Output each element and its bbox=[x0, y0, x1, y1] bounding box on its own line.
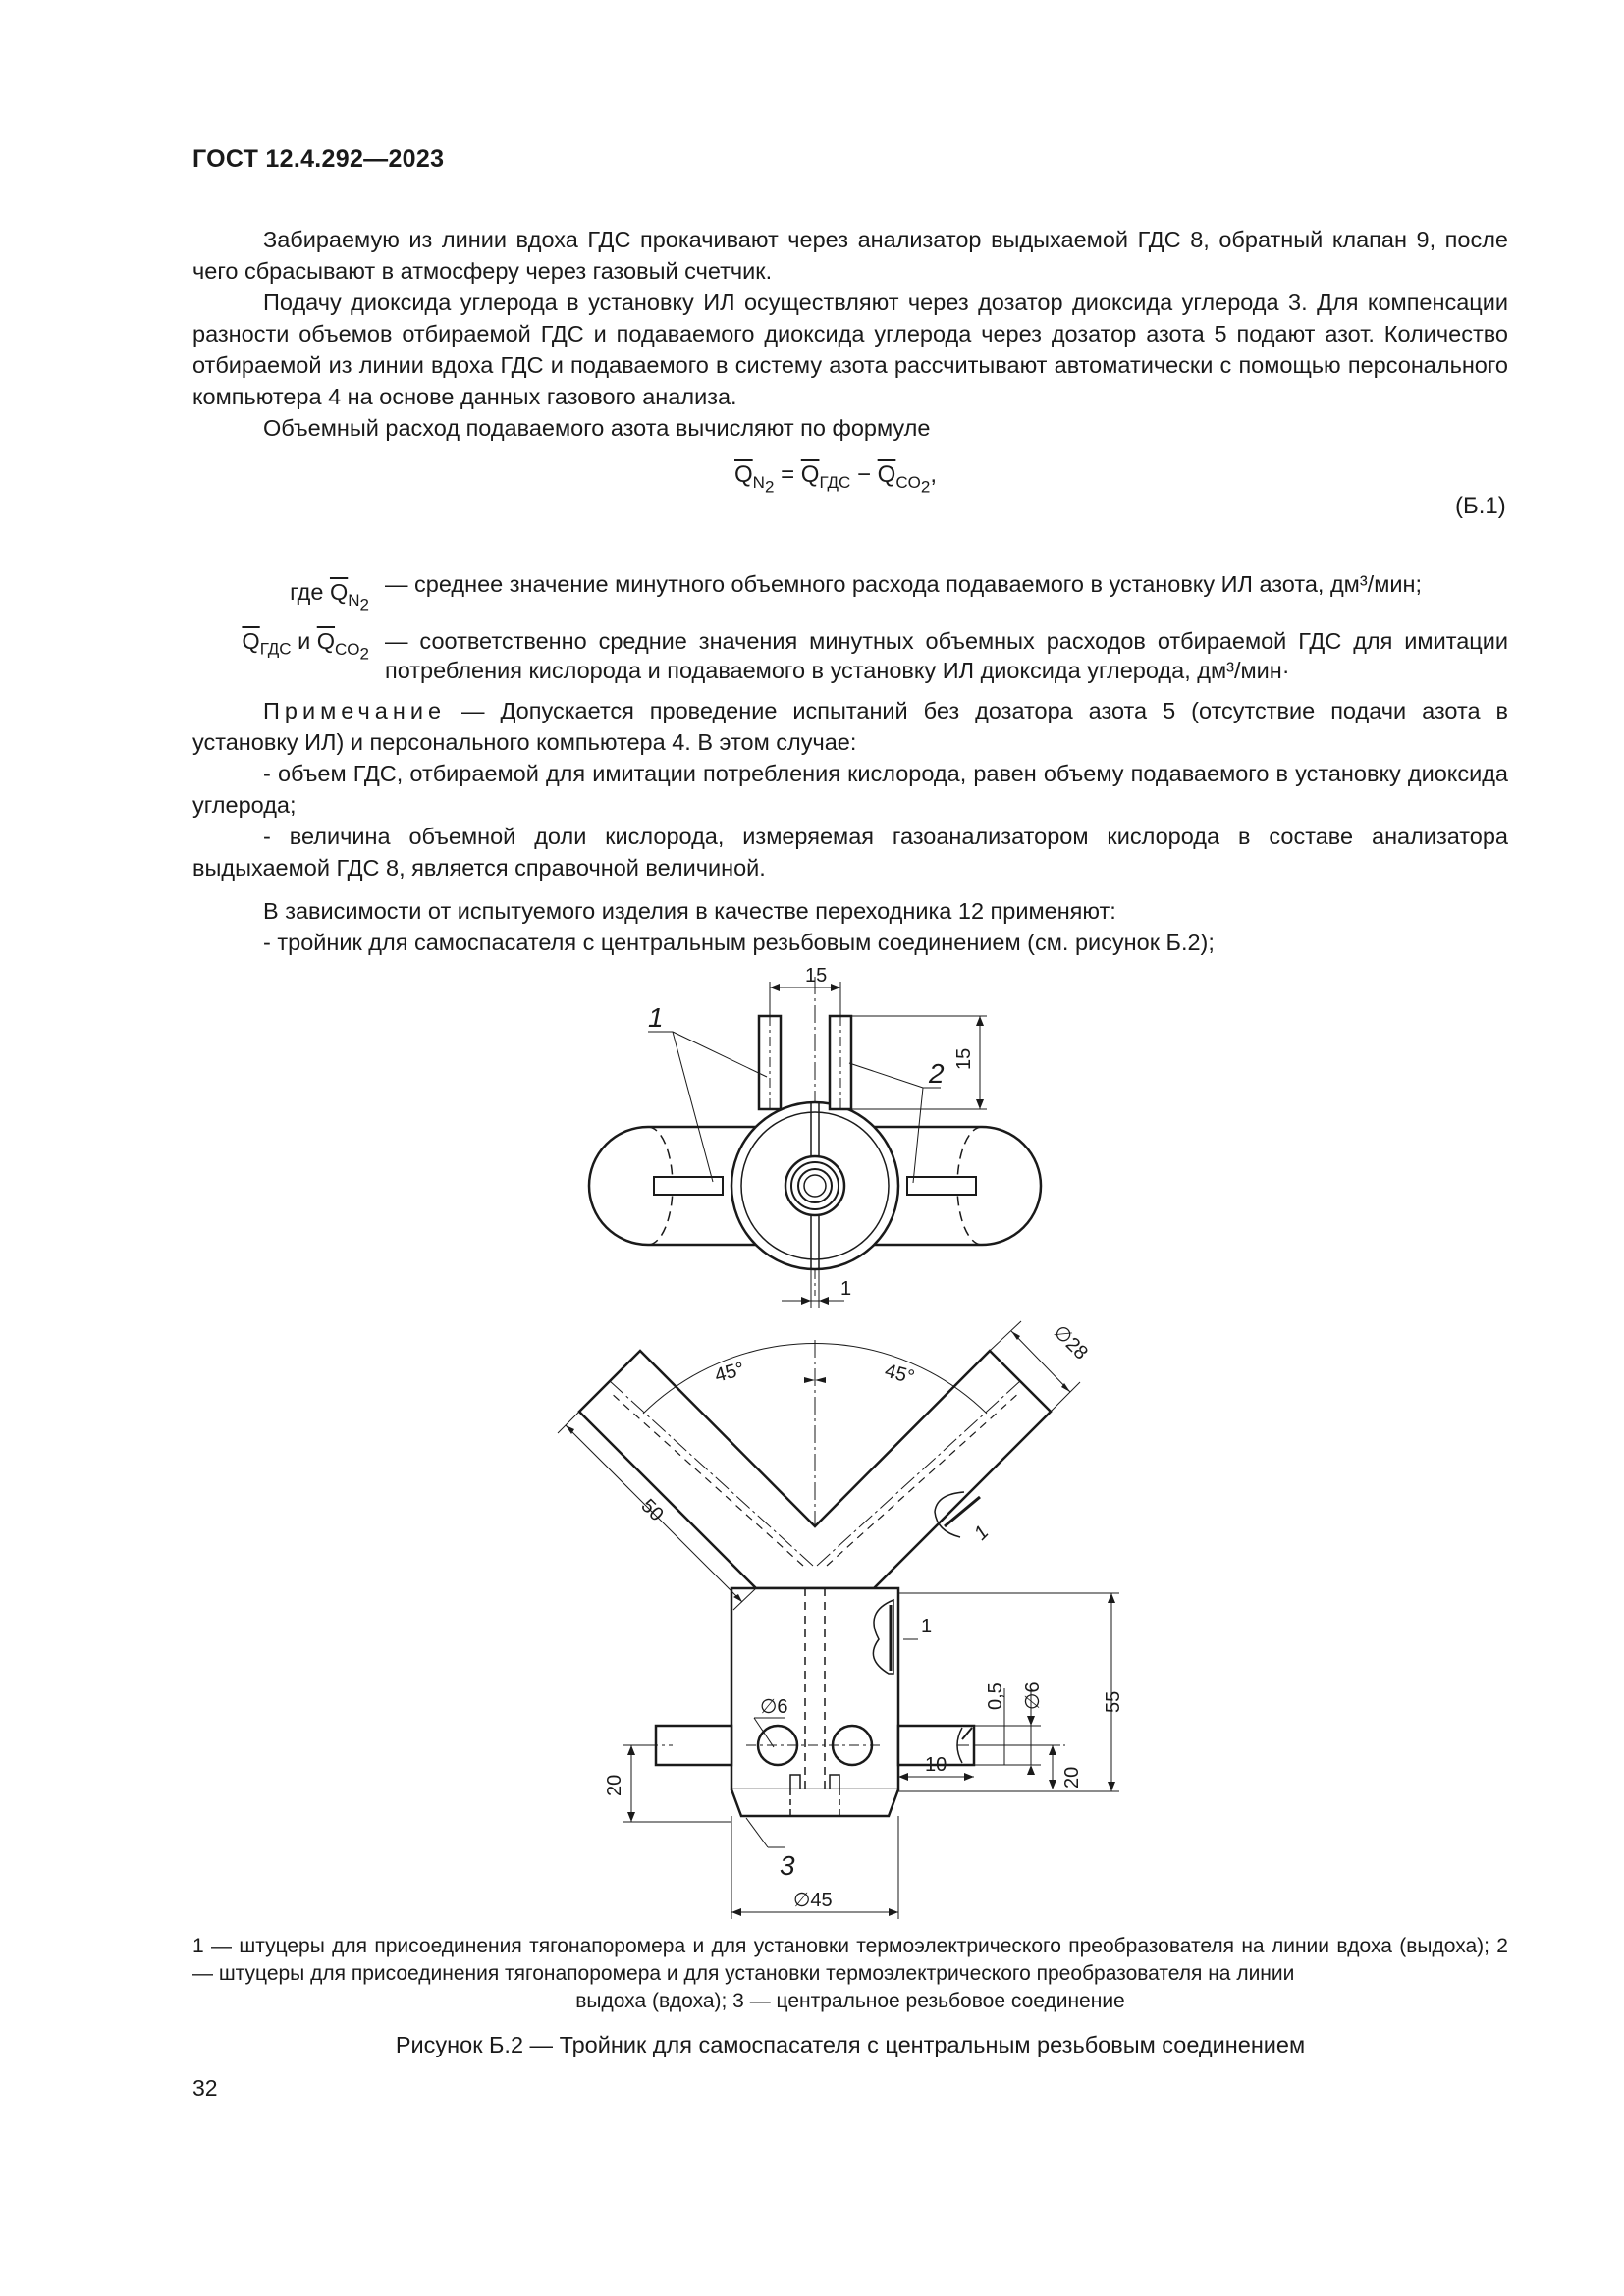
note-paragraph bbox=[192, 695, 1508, 758]
formula-q-gds: $\overline{Q}$ bbox=[800, 461, 820, 488]
label-1-cut: 1 bbox=[969, 1522, 994, 1545]
formula-equals: = bbox=[774, 461, 801, 488]
central-body bbox=[731, 1588, 898, 1789]
formula-sub-n: N bbox=[752, 472, 765, 492]
formula-minus: − bbox=[850, 461, 878, 488]
where-sub-n: N bbox=[348, 590, 360, 610]
where-sub-n-index: 2 bbox=[359, 595, 369, 614]
where-sub-co: CO bbox=[335, 639, 360, 659]
where-q: $\overline{Q}$ bbox=[329, 579, 349, 605]
dim-dia45: ∅45 bbox=[793, 1890, 833, 1911]
formula-q-co2: $\overline{Q}$ bbox=[877, 461, 896, 488]
where-sub-co-index: 2 bbox=[359, 644, 369, 664]
where-definition-1: — среднее значение минутного объемного расхода подаваемого в установку ИЛ азота, дм³/мин; bbox=[385, 571, 1422, 597]
where-q-gds: $\overline{Q}$ bbox=[242, 628, 260, 654]
where-symbol-1 bbox=[192, 577, 369, 619]
dim-width-15: 15 bbox=[805, 965, 828, 987]
where-sub-gds: ГДС bbox=[259, 639, 292, 659]
dim-angle-left: 45° bbox=[712, 1358, 747, 1387]
where-definition-2: — соответственно средние значения минутных объемных расходов отбираемой ГДС для имитации потребления кислорода и подаваемого в установку ИЛ диоксида углерода, дм³/мин· bbox=[385, 628, 1508, 683]
formula-q: $\overline{Q}$ bbox=[734, 461, 753, 488]
right-fitting bbox=[907, 1177, 976, 1195]
note-item-1: - объем ГДС, отбираемой для имитации потребления кислорода, равен объему подаваемого в установку диоксида углерода; bbox=[192, 761, 1508, 818]
dim-height-20-left: 20 bbox=[604, 1774, 625, 1796]
side-fitting-left bbox=[656, 1726, 731, 1765]
dim-dia6-right: ∅6 bbox=[1022, 1682, 1044, 1710]
label-2-top: 2 bbox=[929, 1058, 945, 1089]
where-prefix: где bbox=[290, 579, 330, 605]
formula-number: (Б.1) bbox=[1455, 493, 1506, 519]
technical-drawing bbox=[550, 962, 1159, 1924]
note-text: — Допускается проведение испытаний без дозатора азота 5 (отсутствие подачи азота в установку ИЛ) и персонального компьютера 4. В этом случае: bbox=[192, 698, 1508, 755]
where-row-1 bbox=[192, 569, 1508, 614]
formula-sub-co-index: 2 bbox=[920, 477, 931, 497]
note-item-2: - величина объемной доли кислорода, измеряемая газоанализатором кислорода в составе анализатора выдыхаемой ГДС 8, является справочной величиной. bbox=[192, 824, 1508, 881]
dim-length-10: 10 bbox=[925, 1754, 947, 1776]
figure-legend bbox=[192, 1933, 1508, 2015]
dim-dia28: ∅28 bbox=[1049, 1320, 1093, 1364]
dim-wall-1: 1 bbox=[921, 1616, 933, 1637]
dim-dia6-port: ∅6 bbox=[760, 1696, 788, 1718]
where-row-2 bbox=[192, 626, 1508, 689]
document-header: ГОСТ 12.4.292—2023 bbox=[192, 145, 445, 173]
dim-length-50: 50 bbox=[636, 1494, 668, 1526]
body-text bbox=[192, 224, 1508, 444]
where-q-co2: $\overline{Q}$ bbox=[316, 628, 336, 654]
formula-sub-co: CO bbox=[895, 472, 921, 492]
label-3: 3 bbox=[780, 1850, 795, 1881]
adapter-intro: В зависимости от испытуемого изделия в качестве переходника 12 применяют: bbox=[263, 898, 1116, 924]
note-block bbox=[192, 695, 1508, 883]
formula-comma: , bbox=[930, 461, 937, 488]
where-symbol-2 bbox=[192, 626, 369, 668]
paragraph-2: Подачу диоксида углерода в установку ИЛ осуществляют через дозатор диоксида углерода 3. Для компенсации разности объемов отбираемой ГДС и подаваемого диоксида углерода через дозатор азота 5 подают азот. Количество отбираемой из линии вдоха ГДС и подаваемого в систему азота рассчитывают автоматически с помощью персонального компьютера 4 на основе данных газового анализа. bbox=[192, 290, 1508, 409]
dim-gap-05: 0,5 bbox=[985, 1682, 1006, 1710]
dim-height-55: 55 bbox=[1103, 1690, 1124, 1713]
legend-line-2: выдоха (вдоха); 3 — центральное резьбовое соединение bbox=[575, 1990, 1125, 2012]
legend-line-1: 1 — штуцеры для присоединения тягонапоромера и для установки термоэлектрического преобразователя на линии вдоха (выдоха); 2 — штуцеры для присоединения тягонапоромера и для установки термоэлектрического преобразователя на линии bbox=[192, 1935, 1508, 1985]
top-view bbox=[589, 965, 1041, 1308]
formula-sub-n-index: 2 bbox=[764, 477, 775, 497]
dim-height-15: 15 bbox=[953, 1047, 975, 1070]
adapter-text bbox=[192, 895, 1508, 958]
formula-sub-gds: ГДС bbox=[819, 472, 851, 492]
formula-b1 bbox=[734, 461, 937, 497]
dim-height-20-right: 20 bbox=[1061, 1766, 1083, 1789]
paragraph-1: Забираемую из линии вдоха ГДС прокачивают через анализатор выдыхаемой ГДС 8, обратный клапан 9, после чего сбрасывают в атмосферу через газовый счетчик. bbox=[192, 227, 1508, 284]
note-label: Примечание bbox=[263, 698, 447, 723]
thread-outer bbox=[785, 1156, 844, 1215]
dim-slot-1: 1 bbox=[840, 1278, 852, 1300]
where-and: и bbox=[291, 628, 317, 654]
adapter-item: - тройник для самоспасателя с центральным резьбовым соединением (см. рисунок Б.2); bbox=[263, 930, 1215, 955]
dim-angle-right: 45° bbox=[882, 1360, 917, 1389]
page-number: 32 bbox=[192, 2075, 218, 2101]
label-1-top: 1 bbox=[648, 1002, 664, 1033]
front-view bbox=[558, 1321, 1124, 1919]
figure-title: Рисунок Б.2 — Тройник для самоспасателя с центральным резьбовым соединением bbox=[395, 2032, 1306, 2057]
paragraph-3: Объемный расход подаваемого азота вычисляют по формуле bbox=[263, 415, 931, 441]
